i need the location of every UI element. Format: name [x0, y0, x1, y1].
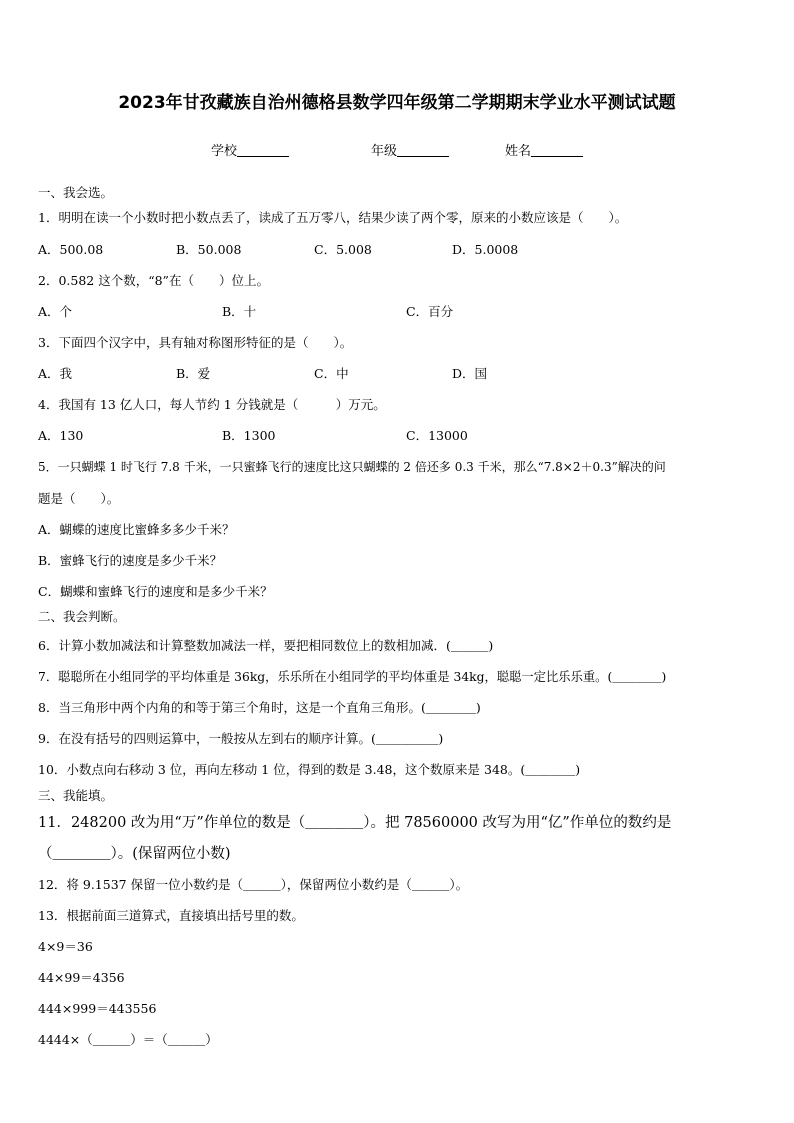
q11-text-line1: 11．248200 改为用“万”作单位的数是（＿＿＿＿）。把 78560000 改写为用“亿”作单位的数约是 — [38, 815, 672, 831]
school-field — [211, 140, 289, 159]
q5-text-line2: 题是（ ）。 — [38, 491, 120, 506]
grade-label: 年级 — [371, 144, 398, 159]
equation-2: 44×99＝4356 — [38, 970, 125, 985]
section2-heading: 二、我会判断。 — [38, 609, 126, 624]
q1-option-c: C．5.008 — [314, 242, 372, 257]
school-label: 学校 — [211, 144, 238, 159]
q3-option-c: C．中 — [314, 366, 349, 381]
name-blank[interactable] — [531, 144, 583, 157]
q1-option-b: B．50.008 — [176, 242, 242, 257]
section3-heading: 三、我能填。 — [38, 788, 114, 803]
q3-text: 3．下面四个汉字中，具有轴对称图形特征的是（ ）。 — [38, 335, 353, 350]
q1-option-a: A．500.08 — [38, 242, 104, 257]
name-label: 姓名 — [505, 144, 532, 159]
equation-3: 444×999＝443556 — [38, 1001, 157, 1016]
q4-option-b: B．1300 — [222, 428, 276, 443]
q6-text: 6．计算小数加减法和计算整数加减法一样，要把相同数位上的数相加减．(＿＿＿) — [38, 638, 494, 653]
q11-text-line2: （＿＿＿＿）。(保留两位小数) — [38, 846, 231, 862]
q1-text: 1．明明在读一个小数时把小数点丢了，读成了五万零八，结果少读了两个零，原来的小数应该是（ ）。 — [38, 210, 628, 225]
equation-4: 4444×（＿＿＿）＝（＿＿＿） — [38, 1032, 218, 1047]
q7-text: 7．聪聪所在小组同学的平均体重是 36kg，乐乐所在小组同学的平均体重是 34kg，聪聪一定比乐乐重。(＿＿＿＿) — [38, 670, 667, 684]
q4-option-c: C．13000 — [406, 428, 468, 443]
q13-text: 13．根据前面三道算式，直接填出括号里的数。 — [38, 908, 304, 923]
grade-field — [371, 140, 449, 159]
q5-option-c: C．蝴蝶和蜜蜂飞行的速度和是多少千米？ — [38, 584, 273, 599]
school-blank[interactable] — [237, 144, 289, 157]
q10-text: 10．小数点向右移动 3 位，再向左移动 1 位，得到的数是 3.48，这个数原来是 348。(＿＿＿＿) — [38, 762, 581, 777]
q8-text: 8．当三角形中两个内角的和等于第三个角时，这是一个直角三角形。(＿＿＿＿) — [38, 700, 481, 715]
q2-text: 2．0.582 这个数，“8”在（ ）位上。 — [38, 273, 269, 288]
q9-text: 9．在没有括号的四则运算中，一般按从左到右的顺序计算。(＿＿＿＿＿) — [38, 731, 444, 746]
q3-option-a: A．我 — [38, 366, 73, 381]
equation-1: 4×9＝36 — [38, 939, 93, 954]
q1-option-d: D．5.0008 — [452, 242, 519, 257]
q12-text: 12．将 9.1537 保留一位小数约是（＿＿＿），保留两位小数约是（＿＿＿）。 — [38, 877, 469, 892]
q3-option-b: B．爱 — [176, 366, 211, 381]
q4-option-a: A．130 — [38, 428, 84, 443]
q5-text-line1: 5．一只蝴蝶 1 时飞行 7.8 千米，一只蜜蜂飞行的速度比这只蝴蝶的 2 倍还多 0.3 千米，那么“7.8×2＋0.3”解决的问 — [38, 460, 666, 474]
q3-option-d: D．国 — [452, 366, 488, 381]
section1-heading: 一、我会选。 — [38, 185, 114, 200]
q2-option-a: A．个 — [38, 304, 73, 319]
q5-option-a: A．蝴蝶的速度比蜜蜂多多少千米？ — [38, 522, 235, 537]
page-title: 2023年甘孜藏族自治州德格县数学四年级第二学期期末学业水平测试试题 — [118, 93, 676, 113]
q2-option-b: B．十 — [222, 304, 257, 319]
name-field — [505, 140, 583, 159]
q2-option-c: C．百分 — [406, 304, 454, 319]
q5-option-b: B．蜜蜂飞行的速度是多少千米？ — [38, 553, 223, 568]
grade-blank[interactable] — [397, 144, 449, 157]
q4-text: 4．我国有 13 亿人口，每人节约 1 分钱就是（ ）万元。 — [38, 397, 386, 412]
